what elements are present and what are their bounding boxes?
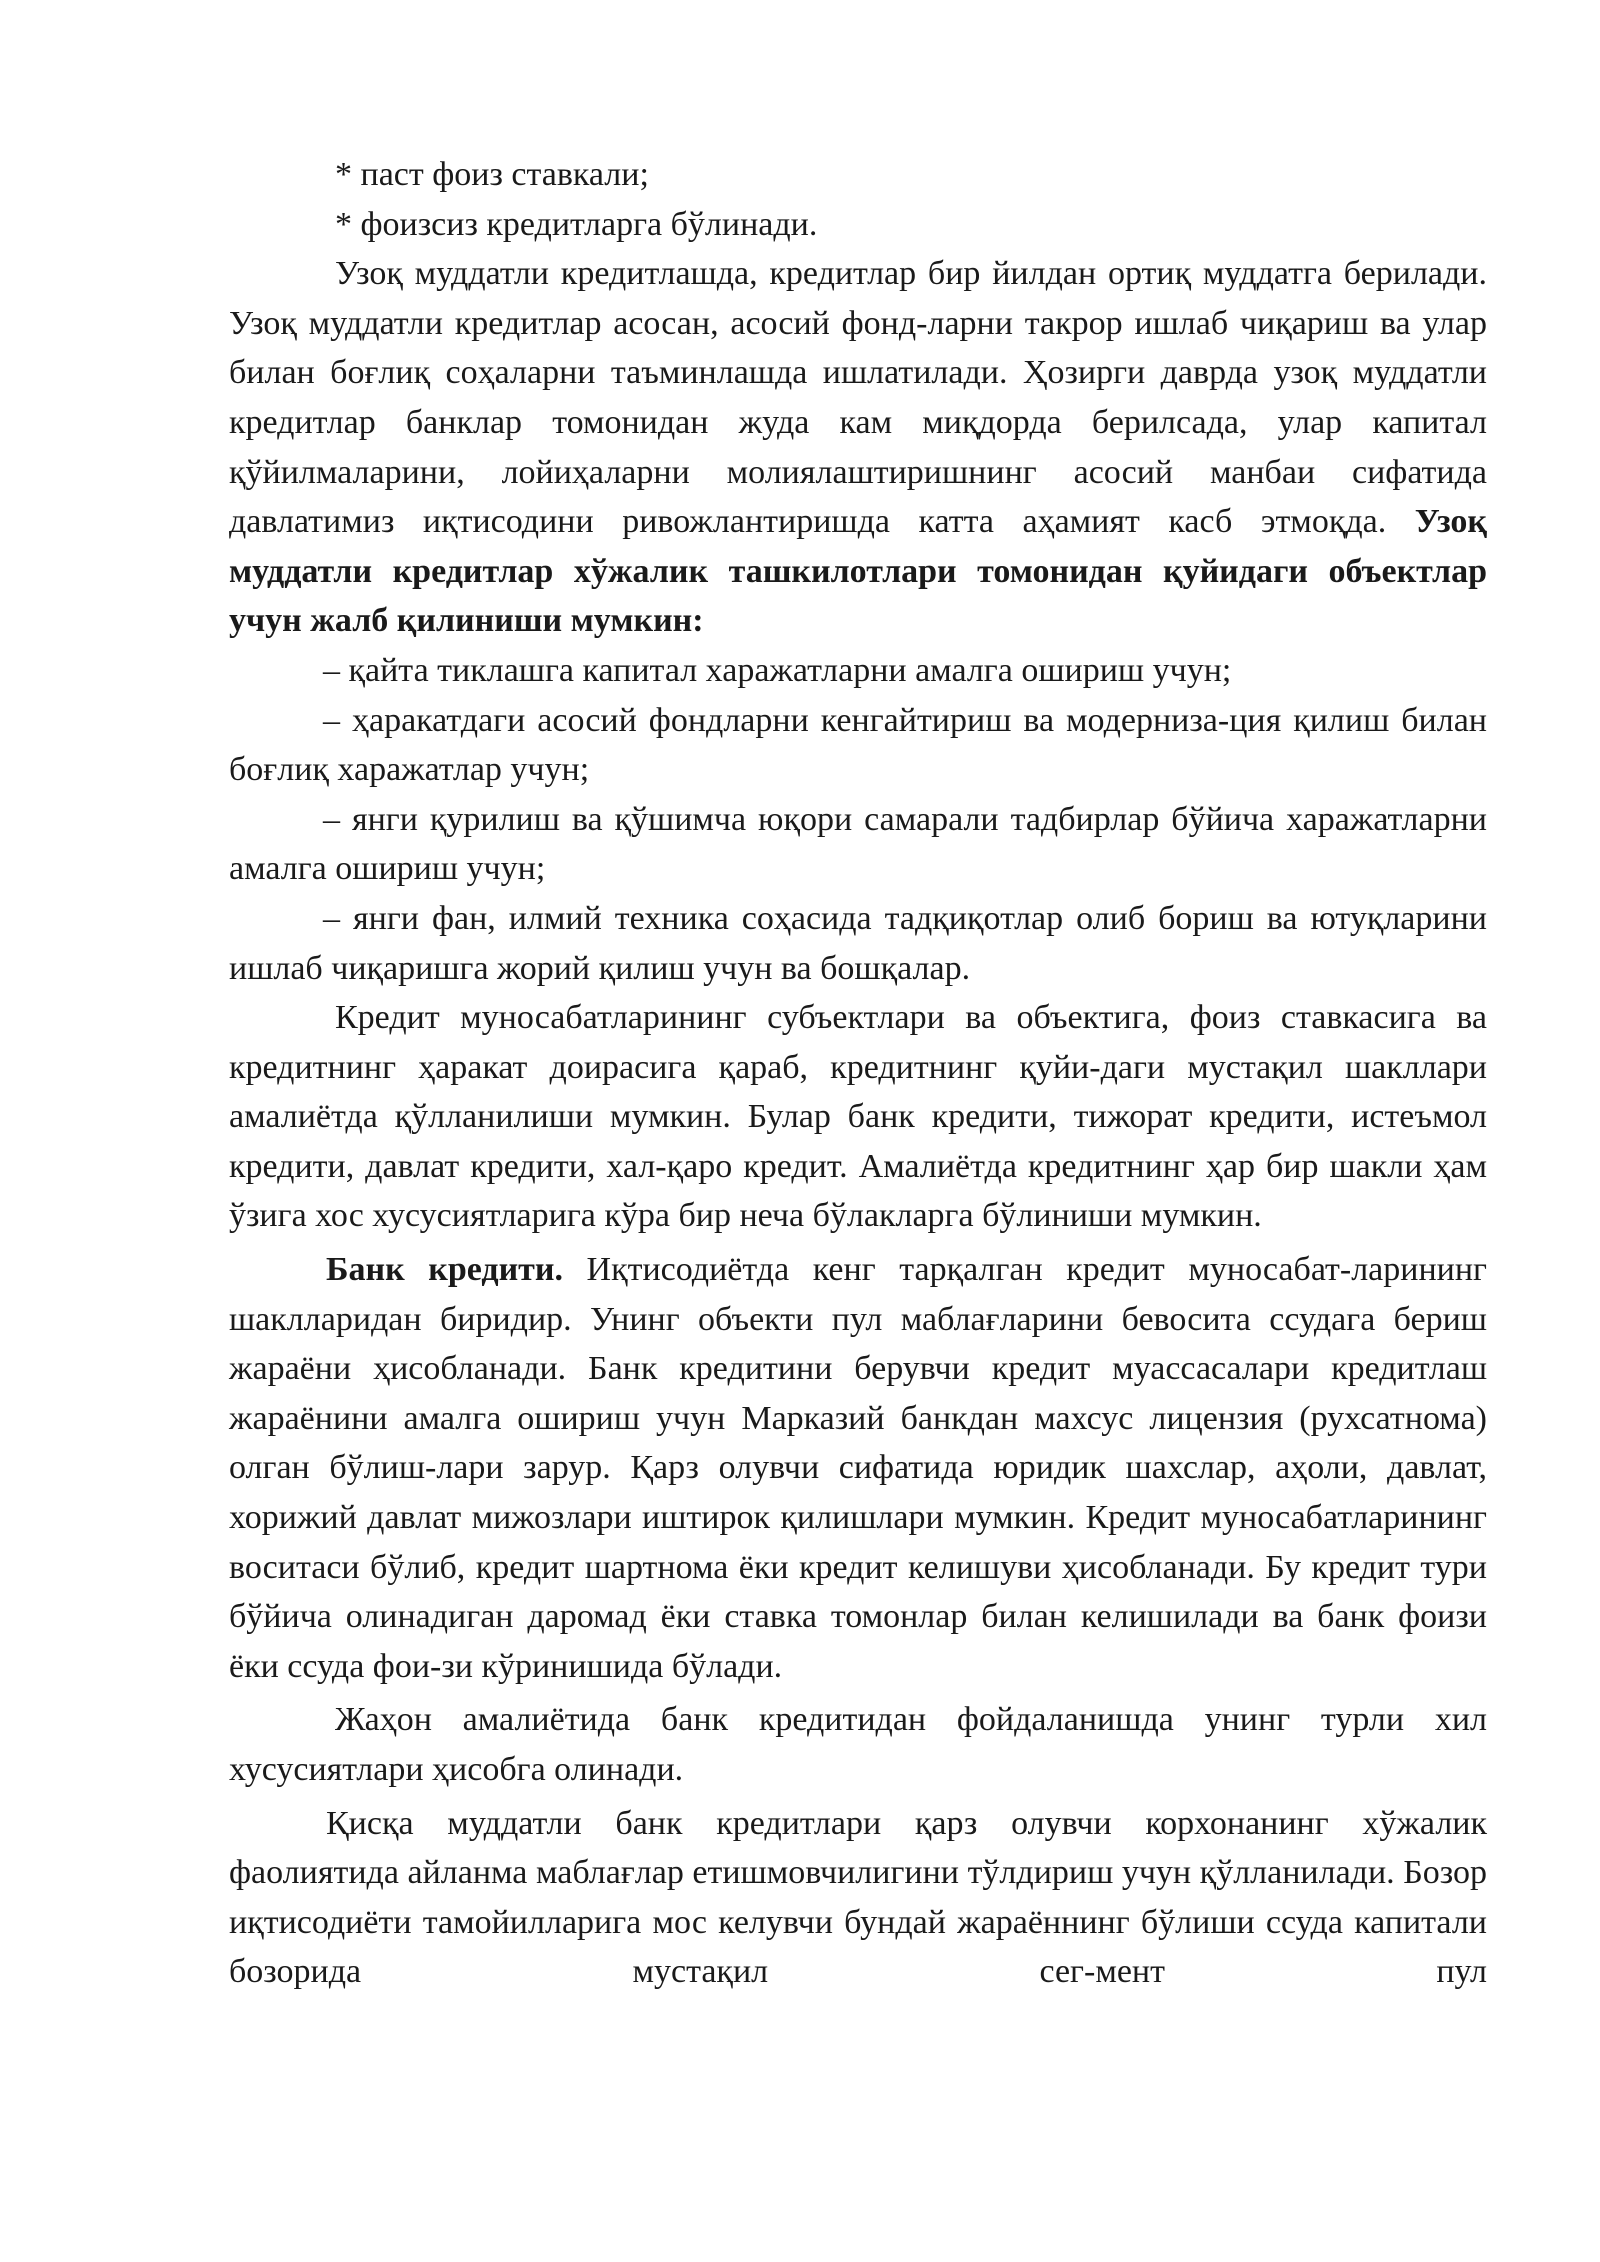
paragraph-long-term-credit <box>229 249 1487 646</box>
dash-item-expansion: – ҳаракатдаги асосий фондларни кенгайтириш ва модерниза-ция қилиш билан боғлиқ харажатлар учун; <box>229 701 1487 789</box>
paragraph-credit-forms: Кредит муносабатларининг субъектлари ва объектига, фоиз ставкасига ва кредитнинг ҳаракат доирасига қараб, кредитнинг қуйи-даги мустақил шакллари амалиётда қўлланилиши мумкин. Булар банк кредити, тижорат кредити, истеъмол кредити, давлат кредити, хал-қаро кредит. Амалиётда кредитнинг ҳар бир шакли ҳам ўзига хос хусусиятларига кўра бир неча бўлакларга бўлиниши мумкин. <box>229 999 1487 1235</box>
bank-credit-heading: Банк кредити. <box>326 1251 563 1289</box>
dash-item-reconstruction: – қайта тиклашга капитал харажатларни амалга ошириш учун; <box>323 651 1232 689</box>
dash-item-new-construction: – янги қурилиш ва қўшимча юқори самарали тадбирлар бўйича харажатларни амалга ошириш учун; <box>229 800 1487 888</box>
paragraph-short-term-credit: Қисқа муддатли банк кредитлари қарз олувчи корхонанинг хўжалик фаолиятида айланма маблағлар етишмовчилигини тўлдириш учун қўлланилади. Бозор иқтисодиёти тамойилларига мос келувчи бундай жараённинг бўлиши ссуда капитали бозорида мустақил сег-мент пул <box>229 1804 1487 1991</box>
paragraph-bold-text: Узоқ муддатли кредитлар хўжалик ташкилотлари томонидан қуйидаги объектлар учун жалб қилиниши мумкин: <box>229 503 1487 640</box>
paragraph-world-practice: Жаҳон амалиётида банк кредитидан фойдаланишда унинг турли хил хусусиятлари ҳисобга олинади. <box>229 1701 1487 1788</box>
dash-item-research: – янги фан, илмий техника соҳасида тадқиқотлар олиб бориш ва ютуқларини ишлаб чиқаришга жорий қилиш учун ва бошқалар. <box>229 899 1487 987</box>
paragraph-text: Иқтисодиётда кенг тарқалган кредит муносабат-ларининг шаклларидан биридир. Унинг объекти пул маблағларини бевосита ссудага бериш жараёни ҳисобланади. Банк кредитини берувчи кредит муассасалари кредитлаш жараёнини амалга ошириш учун Марказий банкдан махсус лицензия (рухсатнома) олган бўлиш-лари зарур. Қарз олувчи сифатида юридик шахслар, аҳоли, давлат, хорижий давлат мижозлари иштирок қилишлари мумкин. Кредит муносабатларининг воситаси бўлиб, кредит шартнома ёки кредит келишуви ҳисобланади. Бу кредит тури бўйича олинадиган даромад ёки ставка томонлар билан келишилади ва банк фоизи ёки ссуда фои-зи кўринишида бўлади. <box>229 1251 1487 1685</box>
list-item-low-interest: * паст фоиз ставкали; <box>335 156 649 193</box>
paragraph-text: Узоқ муддатли кредитлашда, кредитлар бир йилдан ортиқ муддатга берилади. Узоқ муддатли кредитлар асосан, асосий фонд-ларни такрор ишлаб чиқариш ва улар билан боғлиқ соҳаларни таъминлашда ишлатилади. Ҳозирги даврда узоқ муддатли кредитлар банклар томонидан жуда кам миқдорда берилсада, улар капитал қўйилмаларини, лойиҳаларни молиялаштиришнинг асосий манбаи сифатида давлатимиз иқтисодини ривожлантиришда катта аҳамият касб этмоқда. <box>229 255 1487 541</box>
list-item-interest-free: * фоизсиз кредитларга бўлинади. <box>335 205 818 243</box>
document-page <box>229 150 1487 1997</box>
paragraph-bank-credit <box>229 1245 1487 1691</box>
